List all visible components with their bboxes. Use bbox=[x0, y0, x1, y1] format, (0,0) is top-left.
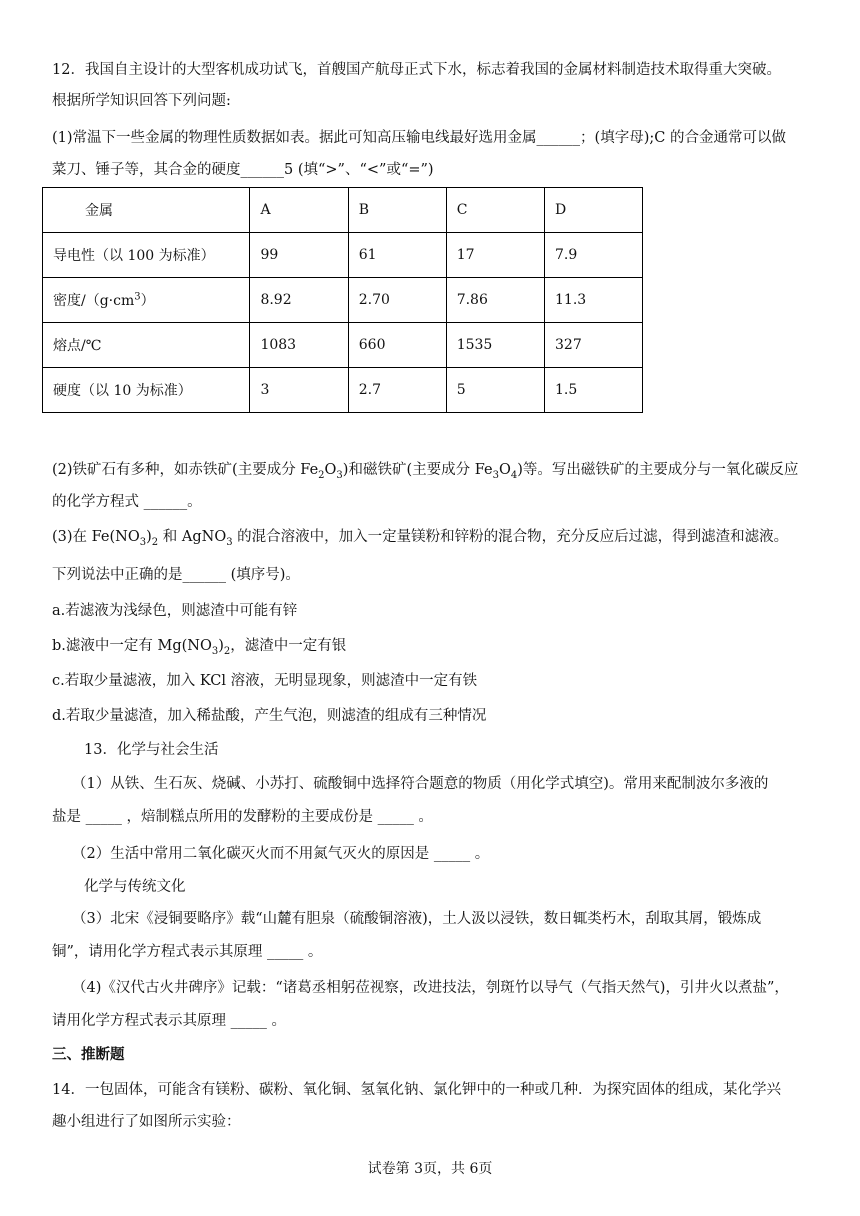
text-fragment: (2)铁矿石有多种，如赤铁矿(主要成分 Fe bbox=[52, 462, 319, 478]
table-cell: 8.92 bbox=[250, 278, 348, 323]
q12-intro-line1: 12．我国自主设计的大型客机成功试飞，首艘国产航母正式下水，标志着我国的金属材料制造技术取得重大突破。 bbox=[52, 62, 781, 78]
table-cell: 导电性（以 100 为标准） bbox=[43, 233, 250, 278]
table-cell: 7.9 bbox=[545, 233, 643, 278]
text-fragment: )和磁铁矿(主要成分 Fe bbox=[342, 462, 493, 478]
q14-line2: 趣小组进行了如图所示实验： bbox=[52, 1114, 241, 1130]
q13-part1-line2: 盐是 _____ ，焙制糕点所用的发酵粉的主要成份是 _____ 。 bbox=[52, 809, 433, 825]
q12-part2-line2: 的化学方程式 ______。 bbox=[52, 494, 202, 510]
page-footer: 试卷第 3页，共 6页 bbox=[367, 1161, 493, 1177]
table-cell: 1.5 bbox=[545, 368, 643, 413]
table-cell: 99 bbox=[250, 233, 348, 278]
table-header-cell: B bbox=[348, 188, 446, 233]
q13-part3-line1: （3）北宋《浸铜要略序》载“山麓有胆泉（硫酸铜溶液)，土人汲以浸铁，数日辄类朽木，刮取其屑，锻炼成 bbox=[72, 911, 762, 927]
q12-option-b bbox=[52, 636, 346, 656]
section-heading: 三、推断题 bbox=[52, 1046, 125, 1063]
text-fragment: 的混合溶液中，加入一定量镁粉和锌粉的混合物，充分反应后过滤，得到滤渣和滤液。 bbox=[232, 529, 789, 545]
q12-part2-line1 bbox=[52, 460, 798, 480]
text-fragment: ，滤渣中一定有银 bbox=[230, 638, 347, 654]
text-fragment: )等。写出磁铁矿的主要成分与一氧化碳反应 bbox=[517, 462, 799, 478]
q12-part3-line2: 下列说法中正确的是______ (填序号)。 bbox=[52, 567, 300, 583]
table-cell: 5 bbox=[446, 368, 544, 413]
subscript: 3 bbox=[226, 536, 233, 548]
table-cell-density bbox=[43, 278, 250, 323]
table-cell: 660 bbox=[348, 323, 446, 368]
q13-part4-line2: 请用化学方程式表示其原理 _____ 。 bbox=[52, 1013, 286, 1029]
table-header-row bbox=[43, 188, 643, 233]
table-row bbox=[43, 368, 643, 413]
density-close: ） bbox=[140, 293, 155, 309]
q13-title: 13．化学与社会生活 bbox=[84, 742, 219, 758]
density-superscript: 3 bbox=[134, 291, 141, 303]
table-row bbox=[43, 323, 643, 368]
q12-option-a: a.若滤液为浅绿色，则滤渣中可能有锌 bbox=[52, 603, 298, 619]
q12-option-c: c.若取少量滤液，加入 KCl 溶液，无明显现象，则滤渣中一定有铁 bbox=[52, 673, 478, 689]
q12-option-d: d.若取少量滤渣，加入稀盐酸，产生气泡，则滤渣的组成有三种情况 bbox=[52, 708, 487, 724]
text-fragment: ) bbox=[218, 638, 224, 654]
subscript: 4 bbox=[510, 469, 518, 481]
table-cell: 2.70 bbox=[348, 278, 446, 323]
q12-part3-line1 bbox=[52, 527, 788, 547]
subscript: 2 bbox=[223, 645, 231, 657]
table-cell: 7.86 bbox=[446, 278, 544, 323]
subscript: 2 bbox=[318, 469, 325, 481]
text-fragment: O bbox=[498, 462, 511, 478]
table-row bbox=[43, 233, 643, 278]
q14-line1: 14．一包固体，可能含有镁粉、碳粉、氧化铜、氢氧化钠、氯化钾中的一种或几种．为探究固体的组成，某化学兴 bbox=[52, 1082, 781, 1098]
table-cell: 1535 bbox=[446, 323, 544, 368]
text-fragment: O bbox=[324, 462, 337, 478]
table-row bbox=[43, 278, 643, 323]
text-fragment: (3)在 Fe(NO bbox=[52, 529, 140, 545]
table-cell: 2.7 bbox=[348, 368, 446, 413]
q12-part1-line1: (1)常温下一些金属的物理性质数据如表。据此可知高压输电线最好选用金属______；(填字母);C 的合金通常可以做 bbox=[52, 130, 786, 146]
q13-subtitle: 化学与传统文化 bbox=[84, 879, 186, 895]
q13-part3-line2: 铜”，请用化学方程式表示其原理 _____ 。 bbox=[52, 944, 323, 960]
table-cell: 硬度（以 10 为标准） bbox=[43, 368, 250, 413]
text-fragment: ) bbox=[146, 529, 152, 545]
density-label: 密度/（g·cm bbox=[53, 293, 135, 309]
subscript: 3 bbox=[139, 536, 147, 548]
text-fragment: b.滤液中一定有 Mg(NO bbox=[52, 638, 212, 654]
table-header-cell: C bbox=[446, 188, 544, 233]
metal-properties-table bbox=[42, 187, 643, 413]
table-cell: 1083 bbox=[250, 323, 348, 368]
subscript: 3 bbox=[492, 469, 499, 481]
table-cell: 61 bbox=[348, 233, 446, 278]
table-cell: 17 bbox=[446, 233, 544, 278]
table-cell: 11.3 bbox=[545, 278, 643, 323]
subscript: 2 bbox=[151, 536, 159, 548]
table-cell: 327 bbox=[545, 323, 643, 368]
text-fragment: 和 AgNO bbox=[158, 529, 227, 545]
q12-intro-line2: 根据所学知识回答下列问题: bbox=[52, 93, 231, 109]
q13-part4-line1: （4)《汉代古火井碑序》记载：“诸葛丞相躬莅视察，改进技法，刳斑竹以导气（气指天然气)，引井火以煮盐”， bbox=[72, 980, 789, 996]
table-cell: 熔点/℃ bbox=[43, 323, 250, 368]
q13-part2: （2）生活中常用二氧化碳灭火而不用氮气灭火的原因是 _____ 。 bbox=[72, 846, 490, 862]
q12-part1-line2: 菜刀、锤子等，其合金的硬度______5 (填“>”、“<”或“=”) bbox=[52, 162, 434, 178]
table-header-cell: A bbox=[250, 188, 348, 233]
table-header-cell: 金属 bbox=[43, 188, 250, 233]
table-header-cell: D bbox=[545, 188, 643, 233]
table-cell: 3 bbox=[250, 368, 348, 413]
q13-part1-line1: （1）从铁、生石灰、烧碱、小苏打、硫酸铜中选择符合题意的物质（用化学式填空)。常用来配制波尔多液的 bbox=[72, 776, 769, 792]
subscript: 3 bbox=[336, 469, 343, 481]
subscript: 3 bbox=[211, 645, 219, 657]
